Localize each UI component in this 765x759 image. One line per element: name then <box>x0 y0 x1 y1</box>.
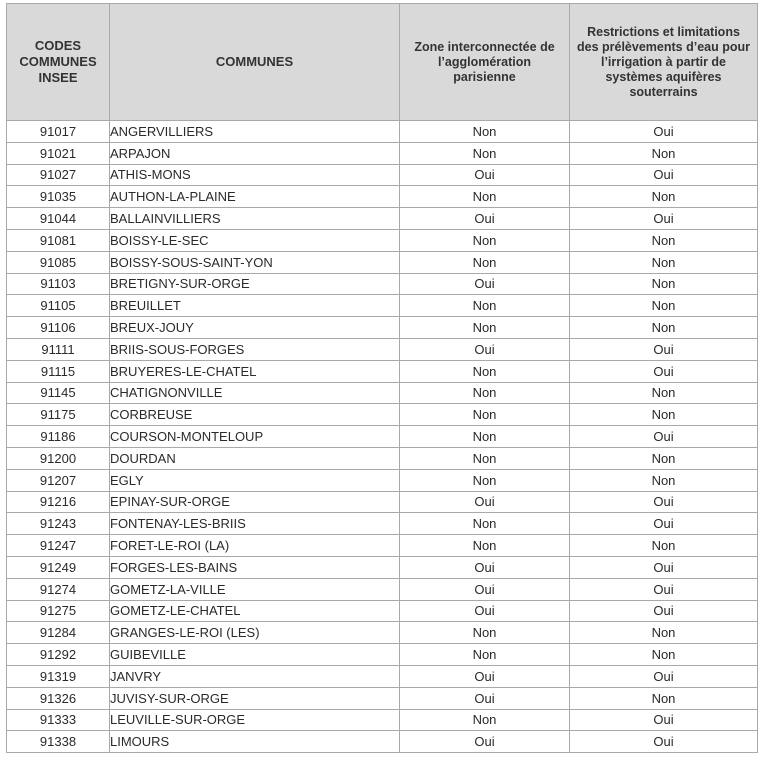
table-row <box>7 665 758 687</box>
cell-code-insee: 91284 <box>7 622 110 644</box>
cell-restrictions: Non <box>570 687 758 709</box>
cell-zone-interconnectee: Oui <box>400 556 570 578</box>
cell-commune: BALLAINVILLIERS <box>110 208 400 230</box>
cell-commune: EPINAY-SUR-ORGE <box>110 491 400 513</box>
cell-code-insee: 91027 <box>7 164 110 186</box>
cell-code-insee: 91319 <box>7 665 110 687</box>
cell-commune: CORBREUSE <box>110 404 400 426</box>
cell-restrictions: Non <box>570 622 758 644</box>
cell-zone-interconnectee: Non <box>400 513 570 535</box>
cell-zone-interconnectee: Oui <box>400 600 570 622</box>
table-row <box>7 208 758 230</box>
cell-commune: AUTHON-LA-PLAINE <box>110 186 400 208</box>
cell-zone-interconnectee: Non <box>400 317 570 339</box>
cell-code-insee: 91175 <box>7 404 110 426</box>
cell-zone-interconnectee: Non <box>400 251 570 273</box>
cell-code-insee: 91044 <box>7 208 110 230</box>
cell-commune: FONTENAY-LES-BRIIS <box>110 513 400 535</box>
table-row <box>7 622 758 644</box>
cell-restrictions: Oui <box>570 578 758 600</box>
cell-code-insee: 91200 <box>7 447 110 469</box>
cell-zone-interconnectee: Oui <box>400 208 570 230</box>
table-row <box>7 360 758 382</box>
table-row <box>7 535 758 557</box>
cell-code-insee: 91115 <box>7 360 110 382</box>
header-restrictions-irrigation: Restrictions et limitations des prélèvements d’eau pour l’irrigation à partir de systèmes aquifères souterrains <box>570 4 758 121</box>
cell-code-insee: 91081 <box>7 229 110 251</box>
table-row <box>7 687 758 709</box>
table-row <box>7 164 758 186</box>
table-row <box>7 600 758 622</box>
cell-restrictions: Oui <box>570 164 758 186</box>
cell-code-insee: 91145 <box>7 382 110 404</box>
table-row <box>7 491 758 513</box>
cell-code-insee: 91035 <box>7 186 110 208</box>
cell-code-insee: 91247 <box>7 535 110 557</box>
cell-code-insee: 91292 <box>7 644 110 666</box>
cell-commune: ARPAJON <box>110 142 400 164</box>
cell-restrictions: Non <box>570 644 758 666</box>
cell-restrictions: Non <box>570 447 758 469</box>
header-zone-interconnectee: Zone interconnectée de l’agglomération parisienne <box>400 4 570 121</box>
table-row <box>7 142 758 164</box>
table-row <box>7 317 758 339</box>
table-row <box>7 121 758 143</box>
header-communes: COMMUNES <box>110 4 400 121</box>
cell-zone-interconnectee: Oui <box>400 731 570 753</box>
cell-restrictions: Non <box>570 251 758 273</box>
cell-restrictions: Non <box>570 535 758 557</box>
cell-restrictions: Non <box>570 317 758 339</box>
cell-commune: FORGES-LES-BAINS <box>110 556 400 578</box>
cell-restrictions: Oui <box>570 426 758 448</box>
table-row <box>7 229 758 251</box>
table-row <box>7 644 758 666</box>
cell-commune: CHATIGNONVILLE <box>110 382 400 404</box>
cell-restrictions: Non <box>570 295 758 317</box>
cell-commune: BRIIS-SOUS-FORGES <box>110 338 400 360</box>
cell-commune: BRETIGNY-SUR-ORGE <box>110 273 400 295</box>
cell-commune: GOMETZ-LA-VILLE <box>110 578 400 600</box>
cell-zone-interconnectee: Oui <box>400 687 570 709</box>
cell-zone-interconnectee: Oui <box>400 273 570 295</box>
table-row <box>7 709 758 731</box>
cell-restrictions: Non <box>570 186 758 208</box>
cell-zone-interconnectee: Non <box>400 121 570 143</box>
cell-restrictions: Non <box>570 229 758 251</box>
cell-restrictions: Non <box>570 469 758 491</box>
cell-zone-interconnectee: Non <box>400 229 570 251</box>
cell-zone-interconnectee: Non <box>400 295 570 317</box>
cell-commune: ATHIS-MONS <box>110 164 400 186</box>
cell-zone-interconnectee: Oui <box>400 164 570 186</box>
cell-commune: BOISSY-LE-SEC <box>110 229 400 251</box>
cell-commune: EGLY <box>110 469 400 491</box>
cell-zone-interconnectee: Non <box>400 622 570 644</box>
cell-commune: BRUYERES-LE-CHATEL <box>110 360 400 382</box>
cell-restrictions: Non <box>570 273 758 295</box>
cell-zone-interconnectee: Oui <box>400 578 570 600</box>
cell-restrictions: Non <box>570 142 758 164</box>
cell-commune: LEUVILLE-SUR-ORGE <box>110 709 400 731</box>
cell-zone-interconnectee: Non <box>400 360 570 382</box>
table-row <box>7 404 758 426</box>
cell-commune: COURSON-MONTELOUP <box>110 426 400 448</box>
cell-code-insee: 91021 <box>7 142 110 164</box>
table-header-row <box>7 4 758 121</box>
cell-code-insee: 91017 <box>7 121 110 143</box>
cell-commune: LIMOURS <box>110 731 400 753</box>
cell-restrictions: Oui <box>570 513 758 535</box>
cell-code-insee: 91275 <box>7 600 110 622</box>
cell-restrictions: Oui <box>570 208 758 230</box>
cell-restrictions: Oui <box>570 556 758 578</box>
cell-zone-interconnectee: Non <box>400 709 570 731</box>
cell-code-insee: 91333 <box>7 709 110 731</box>
cell-zone-interconnectee: Non <box>400 469 570 491</box>
cell-zone-interconnectee: Non <box>400 404 570 426</box>
table-row <box>7 186 758 208</box>
cell-restrictions: Oui <box>570 491 758 513</box>
cell-restrictions: Oui <box>570 360 758 382</box>
cell-code-insee: 91085 <box>7 251 110 273</box>
cell-code-insee: 91105 <box>7 295 110 317</box>
cell-code-insee: 91243 <box>7 513 110 535</box>
cell-restrictions: Oui <box>570 600 758 622</box>
cell-code-insee: 91274 <box>7 578 110 600</box>
cell-zone-interconnectee: Oui <box>400 338 570 360</box>
table-row <box>7 338 758 360</box>
cell-zone-interconnectee: Non <box>400 186 570 208</box>
table-row <box>7 382 758 404</box>
table-body <box>7 121 758 753</box>
cell-code-insee: 91103 <box>7 273 110 295</box>
cell-code-insee: 91111 <box>7 338 110 360</box>
cell-code-insee: 91186 <box>7 426 110 448</box>
table-row <box>7 513 758 535</box>
cell-commune: FORET-LE-ROI (LA) <box>110 535 400 557</box>
table-row <box>7 426 758 448</box>
cell-code-insee: 91326 <box>7 687 110 709</box>
cell-commune: BOISSY-SOUS-SAINT-YON <box>110 251 400 273</box>
table-row <box>7 447 758 469</box>
cell-code-insee: 91207 <box>7 469 110 491</box>
table-row <box>7 295 758 317</box>
cell-commune: GOMETZ-LE-CHATEL <box>110 600 400 622</box>
cell-commune: BREUILLET <box>110 295 400 317</box>
cell-restrictions: Non <box>570 382 758 404</box>
table-row <box>7 556 758 578</box>
cell-restrictions: Oui <box>570 665 758 687</box>
cell-zone-interconnectee: Oui <box>400 665 570 687</box>
cell-commune: JANVRY <box>110 665 400 687</box>
cell-commune: GRANGES-LE-ROI (LES) <box>110 622 400 644</box>
cell-zone-interconnectee: Non <box>400 382 570 404</box>
cell-zone-interconnectee: Non <box>400 447 570 469</box>
table-row <box>7 273 758 295</box>
communes-table <box>6 3 758 753</box>
cell-code-insee: 91106 <box>7 317 110 339</box>
header-codes-insee: CODES COMMUNES INSEE <box>7 4 110 121</box>
cell-commune: GUIBEVILLE <box>110 644 400 666</box>
cell-code-insee: 91338 <box>7 731 110 753</box>
cell-zone-interconnectee: Non <box>400 426 570 448</box>
table-row <box>7 251 758 273</box>
cell-commune: ANGERVILLIERS <box>110 121 400 143</box>
cell-restrictions: Non <box>570 404 758 426</box>
table-row <box>7 731 758 753</box>
cell-restrictions: Oui <box>570 709 758 731</box>
cell-code-insee: 91216 <box>7 491 110 513</box>
cell-restrictions: Oui <box>570 121 758 143</box>
cell-zone-interconnectee: Non <box>400 142 570 164</box>
cell-zone-interconnectee: Non <box>400 644 570 666</box>
cell-commune: DOURDAN <box>110 447 400 469</box>
cell-restrictions: Oui <box>570 338 758 360</box>
cell-code-insee: 91249 <box>7 556 110 578</box>
cell-commune: BREUX-JOUY <box>110 317 400 339</box>
table-row <box>7 578 758 600</box>
table-row <box>7 469 758 491</box>
cell-zone-interconnectee: Non <box>400 535 570 557</box>
cell-commune: JUVISY-SUR-ORGE <box>110 687 400 709</box>
cell-restrictions: Oui <box>570 731 758 753</box>
cell-zone-interconnectee: Oui <box>400 491 570 513</box>
